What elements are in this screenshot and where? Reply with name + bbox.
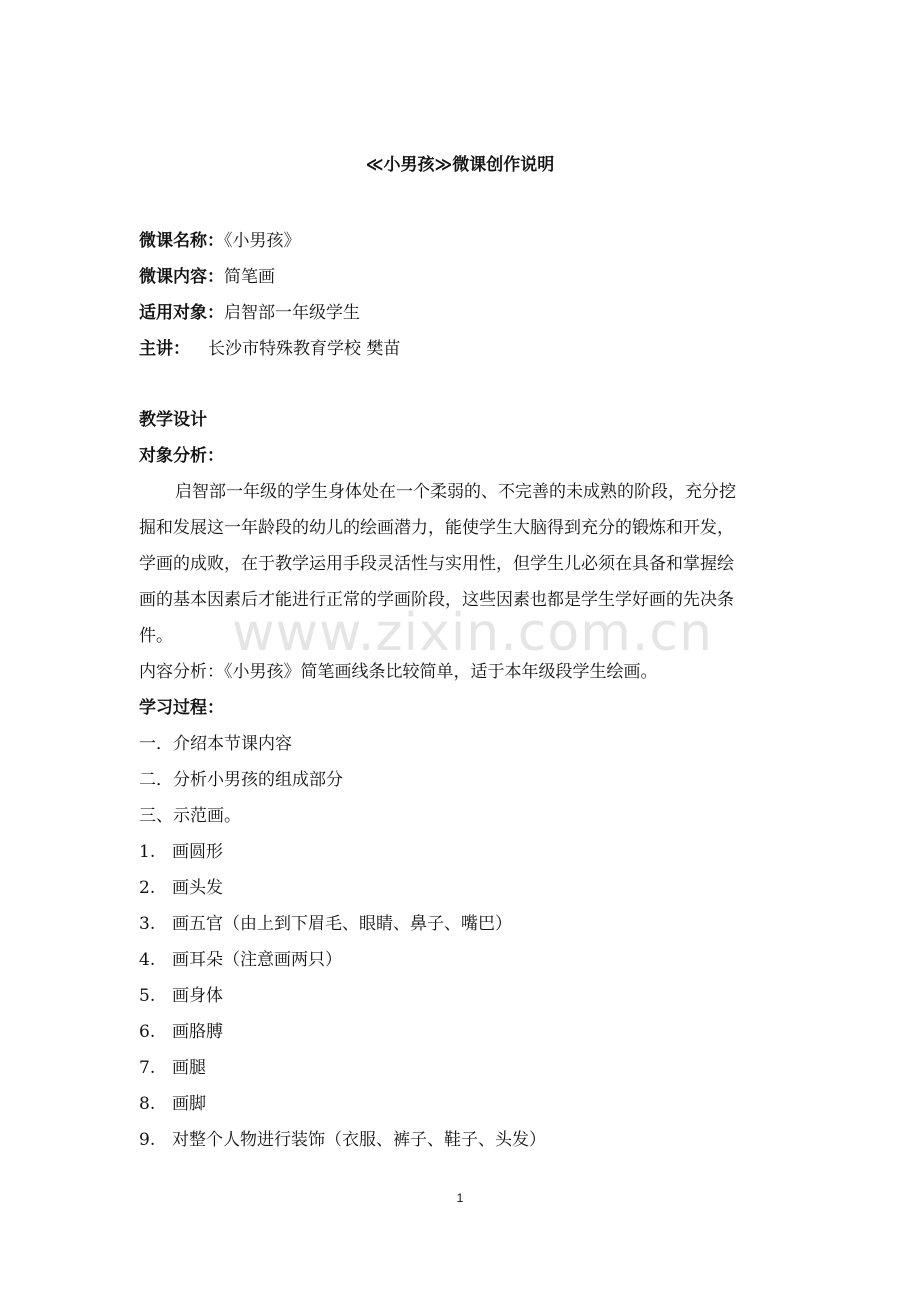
sub-step-number: 2. bbox=[139, 878, 156, 898]
object-analysis-heading: 对象分析： bbox=[139, 446, 224, 466]
course-name-value: 《小男孩》 bbox=[224, 231, 301, 251]
sub-step-number: 1. bbox=[139, 842, 156, 862]
watermark: www.zixin.com.cn bbox=[232, 603, 713, 663]
sub-step bbox=[139, 834, 789, 870]
page-number: 1 bbox=[456, 1191, 464, 1205]
sub-step bbox=[139, 1086, 789, 1122]
sub-step-number: 4. bbox=[139, 950, 156, 970]
learning-process-heading: 学习过程： bbox=[139, 698, 224, 718]
teaching-design-heading: 教学设计 bbox=[139, 410, 207, 430]
course-speaker-label: 主讲： bbox=[139, 339, 190, 359]
sub-step-number: 3. bbox=[139, 914, 156, 934]
object-analysis-line: 学画的成败，在于教学运用手段灵活性与实用性，但学生儿必须在具备和掌握绘 bbox=[139, 554, 734, 574]
course-content-value: 简笔画 bbox=[224, 267, 275, 287]
teaching-design-section bbox=[139, 402, 789, 474]
sub-step bbox=[139, 978, 789, 1014]
course-name-row bbox=[139, 223, 789, 259]
object-analysis-line: 画的基本因素后才能进行正常的学画阶段，这些因素也都是学生学好画的先决条 bbox=[139, 590, 734, 610]
sub-step bbox=[139, 942, 789, 978]
main-step: 一．介绍本节课内容 bbox=[139, 734, 292, 754]
main-step: 二．分析小男孩的组成部分 bbox=[139, 770, 343, 790]
sub-step-number: 7. bbox=[139, 1058, 156, 1078]
course-content-row bbox=[139, 259, 789, 295]
object-analysis-line: 件。 bbox=[139, 626, 173, 646]
sub-step-number: 8. bbox=[139, 1094, 156, 1114]
course-info bbox=[139, 223, 789, 367]
sub-step-text: 画胳膊 bbox=[172, 1022, 223, 1042]
main-step: 三、示范画。 bbox=[139, 806, 241, 826]
sub-step-number: 5. bbox=[139, 986, 156, 1006]
sub-step-text: 画腿 bbox=[172, 1058, 206, 1078]
course-name-label: 微课名称： bbox=[139, 231, 224, 251]
page-title: ≪小男孩≫微课创作说明 bbox=[365, 155, 555, 175]
course-content-label: 微课内容： bbox=[139, 267, 224, 287]
sub-step bbox=[139, 906, 789, 942]
object-analysis-paragraph bbox=[139, 474, 789, 690]
sub-step-text: 画耳朵（注意画两只） bbox=[172, 950, 342, 970]
sub-step-text: 画头发 bbox=[172, 878, 223, 898]
sub-step bbox=[139, 870, 789, 906]
object-analysis-line: 掘和发展这一年龄段的幼儿的绘画潜力，能使学生大脑得到充分的锻炼和开发， bbox=[139, 518, 734, 538]
sub-step bbox=[139, 1014, 789, 1050]
object-analysis-line: 启智部一年级的学生身体处在一个柔弱的、不完善的未成熟的阶段，充分挖 bbox=[175, 482, 736, 502]
learning-process-section bbox=[139, 690, 789, 1158]
course-audience-row bbox=[139, 295, 789, 331]
sub-step-text: 画身体 bbox=[172, 986, 223, 1006]
sub-step-number: 9. bbox=[139, 1130, 156, 1150]
course-audience-label: 适用对象： bbox=[139, 303, 224, 323]
sub-step-number: 6. bbox=[139, 1022, 156, 1042]
course-speaker-value: 长沙市特殊教育学校 樊苗 bbox=[208, 339, 401, 359]
sub-step-text: 画五官（由上到下眉毛、眼睛、鼻子、嘴巴） bbox=[172, 914, 512, 934]
course-audience-value: 启智部一年级学生 bbox=[224, 303, 360, 323]
content-analysis-line: 内容分析：《小男孩》简笔画线条比较简单，适于本年级段学生绘画。 bbox=[139, 662, 658, 682]
course-speaker-row bbox=[139, 331, 789, 367]
sub-step-text: 对整个人物进行装饰（衣服、裤子、鞋子、头发） bbox=[172, 1130, 546, 1150]
sub-step-text: 画圆形 bbox=[172, 842, 223, 862]
sub-step bbox=[139, 1050, 789, 1086]
sub-step bbox=[139, 1122, 789, 1158]
sub-step-text: 画脚 bbox=[172, 1094, 206, 1114]
